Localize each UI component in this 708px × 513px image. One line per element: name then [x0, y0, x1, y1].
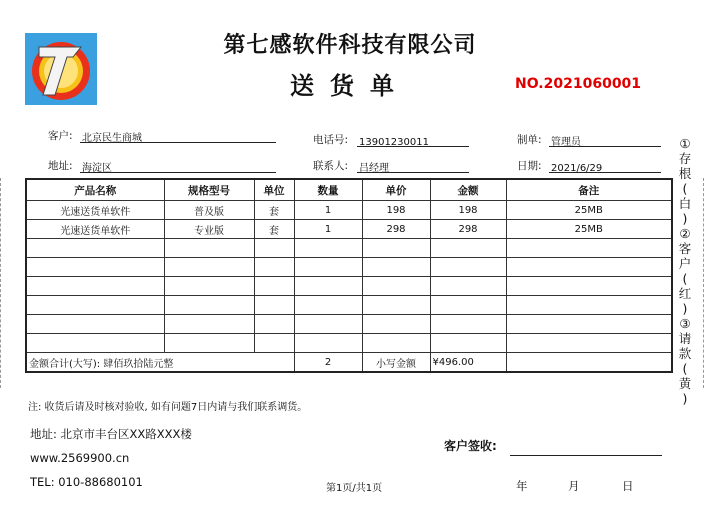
- cell-remark: [506, 315, 672, 334]
- company-name: 第七感软件科技有限公司: [223, 32, 477, 58]
- cell-unit: [254, 239, 294, 258]
- cell-unit-price: 198: [362, 201, 430, 220]
- maker-value: 管理员: [551, 137, 581, 148]
- address-field: [80, 156, 276, 173]
- cell-remark: [506, 239, 672, 258]
- cell-amount: 298: [430, 220, 506, 239]
- cell-product-name: [26, 296, 164, 315]
- side-note-char: 请: [678, 331, 692, 346]
- date-value: 2021/6/29: [551, 163, 603, 174]
- side-note-char: 白: [678, 196, 692, 211]
- side-note-char: (: [682, 271, 688, 286]
- cell-amount: [430, 334, 506, 353]
- cell-quantity: 1: [294, 220, 362, 239]
- header-remark: 备注: [506, 179, 672, 201]
- cell-unit: [254, 315, 294, 334]
- cell-unit-price: [362, 258, 430, 277]
- cell-amount: [430, 258, 506, 277]
- copy-distribution-note: [676, 136, 694, 406]
- page-indicator: 第1页/共1页: [326, 483, 383, 494]
- table-row: [26, 201, 672, 220]
- company-logo: [25, 33, 97, 105]
- customer-label: 客户:: [48, 130, 73, 142]
- side-note-char: 客: [678, 241, 692, 256]
- cell-unit-price: [362, 296, 430, 315]
- table-header-row: [26, 179, 672, 201]
- cell-spec: [164, 239, 254, 258]
- footer-tel: TEL: 010-88680101: [30, 475, 143, 489]
- cell-quantity: [294, 315, 362, 334]
- document-number: NO.2021060001: [515, 76, 642, 92]
- cell-spec: 普及版: [164, 201, 254, 220]
- customer-value: 北京民生商城: [82, 133, 142, 144]
- side-note-char: 款: [678, 346, 692, 361]
- customer-field: [80, 126, 276, 143]
- total-remark-cell: [506, 353, 672, 373]
- cell-product-name: [26, 258, 164, 277]
- address-value: 海淀区: [82, 163, 112, 174]
- signature-line: [510, 455, 662, 456]
- small-amount-value: ¥496.00: [430, 353, 506, 373]
- cell-remark: 25MB: [506, 201, 672, 220]
- cell-unit: 套: [254, 201, 294, 220]
- cell-quantity: 1: [294, 201, 362, 220]
- document-title: 送货单: [290, 71, 410, 100]
- side-note-char: ): [682, 301, 688, 316]
- cell-unit: [254, 334, 294, 353]
- table-row: [26, 296, 672, 315]
- table-row: [26, 315, 672, 334]
- customer-sign-label: 客户签收:: [444, 439, 497, 453]
- small-amount-label: 小写金额: [362, 353, 430, 373]
- cell-amount: [430, 239, 506, 258]
- cell-quantity: [294, 296, 362, 315]
- cell-remark: [506, 277, 672, 296]
- cell-product-name: [26, 334, 164, 353]
- cell-unit-price: [362, 277, 430, 296]
- cell-spec: 专业版: [164, 220, 254, 239]
- side-note-char: ②: [679, 226, 691, 241]
- cell-product-name: [26, 277, 164, 296]
- cell-spec: [164, 296, 254, 315]
- header-quantity: 数量: [294, 179, 362, 201]
- footer-address: 地址: 北京市丰台区XX路XXX楼: [30, 427, 192, 441]
- header-amount: 金额: [430, 179, 506, 201]
- side-note-char: (: [682, 181, 688, 196]
- tear-line-left: [0, 178, 1, 388]
- logo-graphic: [25, 33, 97, 105]
- tear-line-right: [703, 178, 704, 388]
- cell-unit: [254, 277, 294, 296]
- table-row: [26, 239, 672, 258]
- cell-remark: 25MB: [506, 220, 672, 239]
- side-note-char: ): [682, 211, 688, 226]
- side-note-char: 红: [678, 286, 692, 301]
- side-note-char: 黄: [678, 376, 692, 391]
- total-row: [26, 353, 672, 373]
- side-note-char: 根: [678, 166, 692, 181]
- cell-amount: [430, 315, 506, 334]
- table-row: [26, 334, 672, 353]
- contact-value: 吕经理: [359, 163, 389, 174]
- cell-unit-price: [362, 239, 430, 258]
- cell-unit-price: 298: [362, 220, 430, 239]
- maker-label: 制单:: [517, 134, 542, 146]
- date-label: 日期:: [517, 160, 542, 172]
- cell-spec: [164, 315, 254, 334]
- cell-unit: [254, 296, 294, 315]
- address-label: 地址:: [48, 160, 73, 172]
- side-note-char: (: [682, 361, 688, 376]
- items-table: [25, 178, 673, 373]
- cell-unit-price: [362, 315, 430, 334]
- cell-product-name: [26, 315, 164, 334]
- side-note-char: ③: [679, 316, 691, 331]
- cell-unit: [254, 258, 294, 277]
- sign-year: 年: [516, 479, 528, 493]
- side-note-char: ①: [679, 136, 691, 151]
- cell-product-name: 光速送货单软件: [26, 201, 164, 220]
- header-spec: 规格型号: [164, 179, 254, 201]
- cell-quantity: [294, 277, 362, 296]
- cell-quantity: [294, 239, 362, 258]
- footer-website: www.2569900.cn: [30, 451, 130, 465]
- header-unit-price: 单价: [362, 179, 430, 201]
- cell-amount: [430, 296, 506, 315]
- table-body: [26, 201, 672, 353]
- phone-label: 电话号:: [313, 134, 349, 146]
- cell-unit: 套: [254, 220, 294, 239]
- phone-field: [357, 130, 469, 147]
- cell-remark: [506, 258, 672, 277]
- sign-day: 日: [622, 479, 634, 493]
- table-row: [26, 258, 672, 277]
- cell-unit-price: [362, 334, 430, 353]
- contact-label: 联系人:: [313, 160, 349, 172]
- cell-spec: [164, 277, 254, 296]
- cell-remark: [506, 296, 672, 315]
- cell-amount: 198: [430, 201, 506, 220]
- cell-product-name: [26, 239, 164, 258]
- sign-month: 月: [568, 479, 580, 493]
- delivery-note: 注: 收货后请及时核对验收, 如有问题7日内请与我们联系调货。: [28, 402, 308, 413]
- side-note-char: ): [682, 391, 688, 406]
- cell-product-name: 光速送货单软件: [26, 220, 164, 239]
- table-row: [26, 277, 672, 296]
- contact-field: [357, 156, 469, 173]
- side-note-char: 户: [678, 256, 692, 271]
- header-product-name: 产品名称: [26, 179, 164, 201]
- table-row: [26, 220, 672, 239]
- cell-remark: [506, 334, 672, 353]
- total-amount-words: 金额合计(大写): 肆佰玖拾陆元整: [26, 353, 294, 373]
- cell-amount: [430, 277, 506, 296]
- phone-value: 13901230011: [359, 137, 429, 148]
- date-field: [549, 156, 661, 173]
- cell-quantity: [294, 334, 362, 353]
- cell-spec: [164, 334, 254, 353]
- cell-spec: [164, 258, 254, 277]
- header-unit: 单位: [254, 179, 294, 201]
- maker-field: [549, 130, 661, 147]
- cell-quantity: [294, 258, 362, 277]
- side-note-char: 存: [678, 151, 692, 166]
- total-quantity: 2: [294, 353, 362, 373]
